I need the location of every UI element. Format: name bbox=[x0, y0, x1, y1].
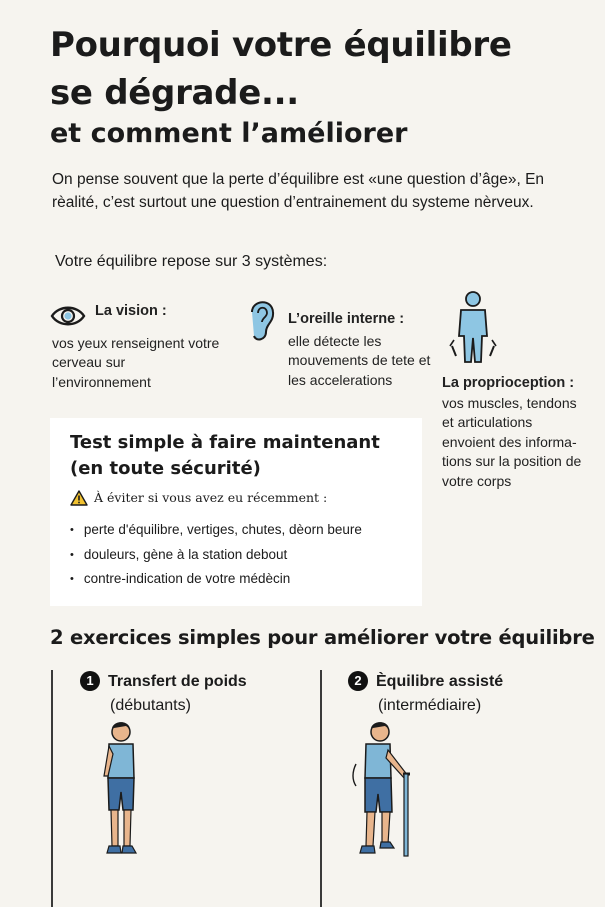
warning-icon bbox=[70, 490, 88, 506]
list-item: • douleurs, gène à la station debout bbox=[70, 543, 362, 568]
exercise-1-number: 1 bbox=[80, 671, 100, 691]
system-proprio bbox=[442, 290, 597, 491]
warning-text: À éviter si vous avez eu récemment : bbox=[94, 490, 328, 505]
system-ear bbox=[245, 296, 435, 390]
warning-row bbox=[70, 490, 327, 506]
system-ear-text: elle détecte les mouvements de tete et les accelerations bbox=[288, 332, 431, 388]
test-box bbox=[50, 418, 422, 606]
person-with-cane-illustration bbox=[350, 720, 420, 860]
system-proprio-name: La proprioception : bbox=[442, 375, 575, 391]
exercise-2-title: Èquilibre assisté bbox=[376, 673, 504, 690]
exercises-heading: 2 exercices simples pour améliorer votre équilibre bbox=[50, 626, 595, 649]
exercise-1-title: Transfert de poids bbox=[108, 673, 247, 690]
system-vision bbox=[52, 302, 242, 392]
test-title bbox=[70, 430, 380, 482]
system-vision-text: vos yeux renseignent votre cerveau sur l’environnement bbox=[52, 334, 220, 390]
warning-list bbox=[70, 518, 362, 592]
exercise-1 bbox=[80, 670, 247, 718]
page-title-line-1: Pourquoi votre équilibre bbox=[50, 25, 512, 65]
exercise-1-level: (débutants) bbox=[110, 697, 191, 714]
intro-paragraph: On pense souvent que la perte d’équilibre est «une question d’âge», En rèalité, c’est surtout une question d’entrainement du systeme nèrveux. bbox=[52, 171, 545, 211]
systems-heading: Votre équilibre repose sur 3 systèmes: bbox=[55, 253, 328, 270]
page-title-line-2: se dégrade... bbox=[50, 73, 299, 113]
test-title-line-1: Test simple à faire maintenant bbox=[70, 432, 380, 453]
divider-middle bbox=[320, 670, 322, 907]
divider-left bbox=[51, 670, 53, 907]
list-item: • perte d'équilibre, vertiges, chutes, dèorn beure bbox=[70, 518, 362, 543]
page-subtitle: et comment l’améliorer bbox=[50, 118, 408, 149]
system-vision-name: La vision : bbox=[95, 303, 167, 319]
standing-person-illustration bbox=[96, 720, 146, 860]
system-proprio-text: vos muscles, tendons et articulations envoient des informa-tions sur la position de votre corps bbox=[442, 394, 582, 489]
test-title-line-2: (en toute sécurité) bbox=[70, 458, 261, 479]
system-ear-name: L’oreille interne : bbox=[288, 311, 405, 327]
list-item: • contre-indication de votre médècin bbox=[70, 567, 362, 592]
exercise-2-number: 2 bbox=[348, 671, 368, 691]
exercise-2-level: (intermédiaire) bbox=[378, 697, 482, 714]
exercise-2 bbox=[348, 670, 503, 718]
